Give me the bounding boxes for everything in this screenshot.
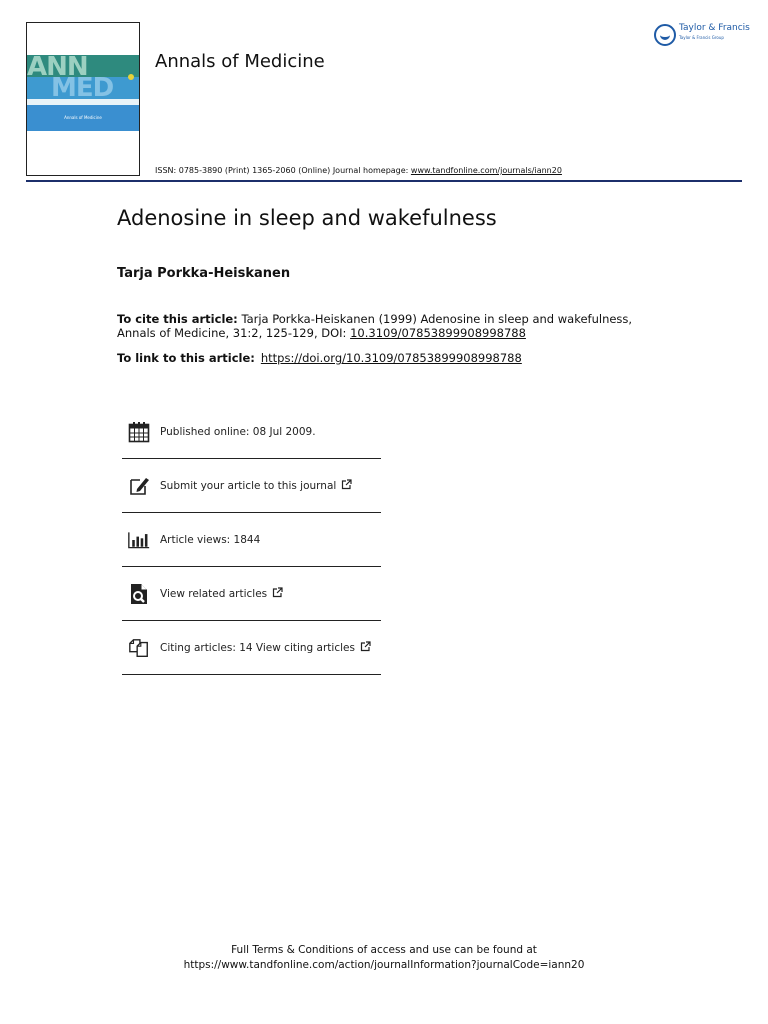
publisher-group: Taylor & Francis Group bbox=[679, 35, 724, 40]
meta-related[interactable] bbox=[122, 567, 381, 620]
meta-views bbox=[122, 513, 381, 566]
cover-word-ann: ANN bbox=[27, 52, 88, 82]
published-date: Published online: 08 Jul 2009. bbox=[160, 425, 316, 438]
cover-dot bbox=[128, 74, 134, 80]
issn-line bbox=[155, 166, 562, 175]
bar-chart-icon bbox=[128, 529, 150, 551]
citing-articles-link[interactable]: Citing articles: 14 View citing articles bbox=[160, 641, 355, 654]
journal-title: Annals of Medicine bbox=[155, 51, 325, 72]
issn-text: ISSN: 0785-3890 (Print) 1365-2060 (Online) Journal homepage: bbox=[155, 166, 411, 175]
article-views: Article views: 1844 bbox=[160, 533, 261, 546]
cover-word-med: MED bbox=[51, 73, 114, 103]
article-author: Tarja Porkka-Heiskanen bbox=[117, 266, 291, 281]
external-link-icon bbox=[360, 641, 371, 655]
citation-block bbox=[117, 312, 665, 340]
meta-divider bbox=[122, 674, 381, 675]
cite-label: To cite this article: bbox=[117, 312, 238, 326]
meta-submit[interactable] bbox=[122, 459, 381, 512]
publisher-logo[interactable] bbox=[654, 23, 750, 47]
related-articles-link[interactable]: View related articles bbox=[160, 587, 268, 600]
journal-cover-image bbox=[26, 22, 140, 176]
submit-article-link[interactable]: Submit your article to this journal bbox=[160, 479, 337, 492]
document-search-icon bbox=[128, 583, 150, 605]
article-title: Adenosine in sleep and wakefulness bbox=[117, 206, 497, 230]
publisher-name: Taylor & Francis bbox=[679, 23, 750, 33]
citing-documents-icon bbox=[128, 637, 150, 659]
footer-terms-text: Full Terms & Conditions of access and use can be found at bbox=[231, 944, 537, 956]
cover-subtitle: Annals of Medicine bbox=[64, 115, 102, 120]
article-link-block bbox=[117, 351, 522, 365]
footer bbox=[0, 943, 768, 973]
publisher-logo-icon bbox=[654, 24, 676, 46]
edit-icon bbox=[128, 475, 150, 497]
article-meta-list bbox=[122, 405, 381, 675]
calendar-icon bbox=[128, 421, 150, 443]
external-link-icon bbox=[341, 479, 352, 493]
article-doi-link[interactable]: https://doi.org/10.3109/07853899908998788 bbox=[260, 351, 522, 365]
cite-doi-link[interactable]: 10.3109/07853899908998788 bbox=[350, 326, 526, 340]
footer-terms-link[interactable]: https://www.tandfonline.com/action/journalInformation?journalCode=iann20 bbox=[183, 959, 585, 971]
link-label: To link to this article: bbox=[117, 351, 255, 365]
header-rule bbox=[26, 180, 742, 182]
meta-citing[interactable] bbox=[122, 621, 381, 674]
meta-published bbox=[122, 405, 381, 458]
cite-text: Tarja Porkka-Heiskanen (1999) Adenosine in sleep and wakefulness, Annals of Medicine, 31:2, 125-129, DOI: bbox=[117, 312, 633, 340]
journal-homepage-link[interactable]: www.tandfonline.com/journals/iann20 bbox=[410, 166, 562, 175]
external-link-icon bbox=[272, 587, 283, 601]
